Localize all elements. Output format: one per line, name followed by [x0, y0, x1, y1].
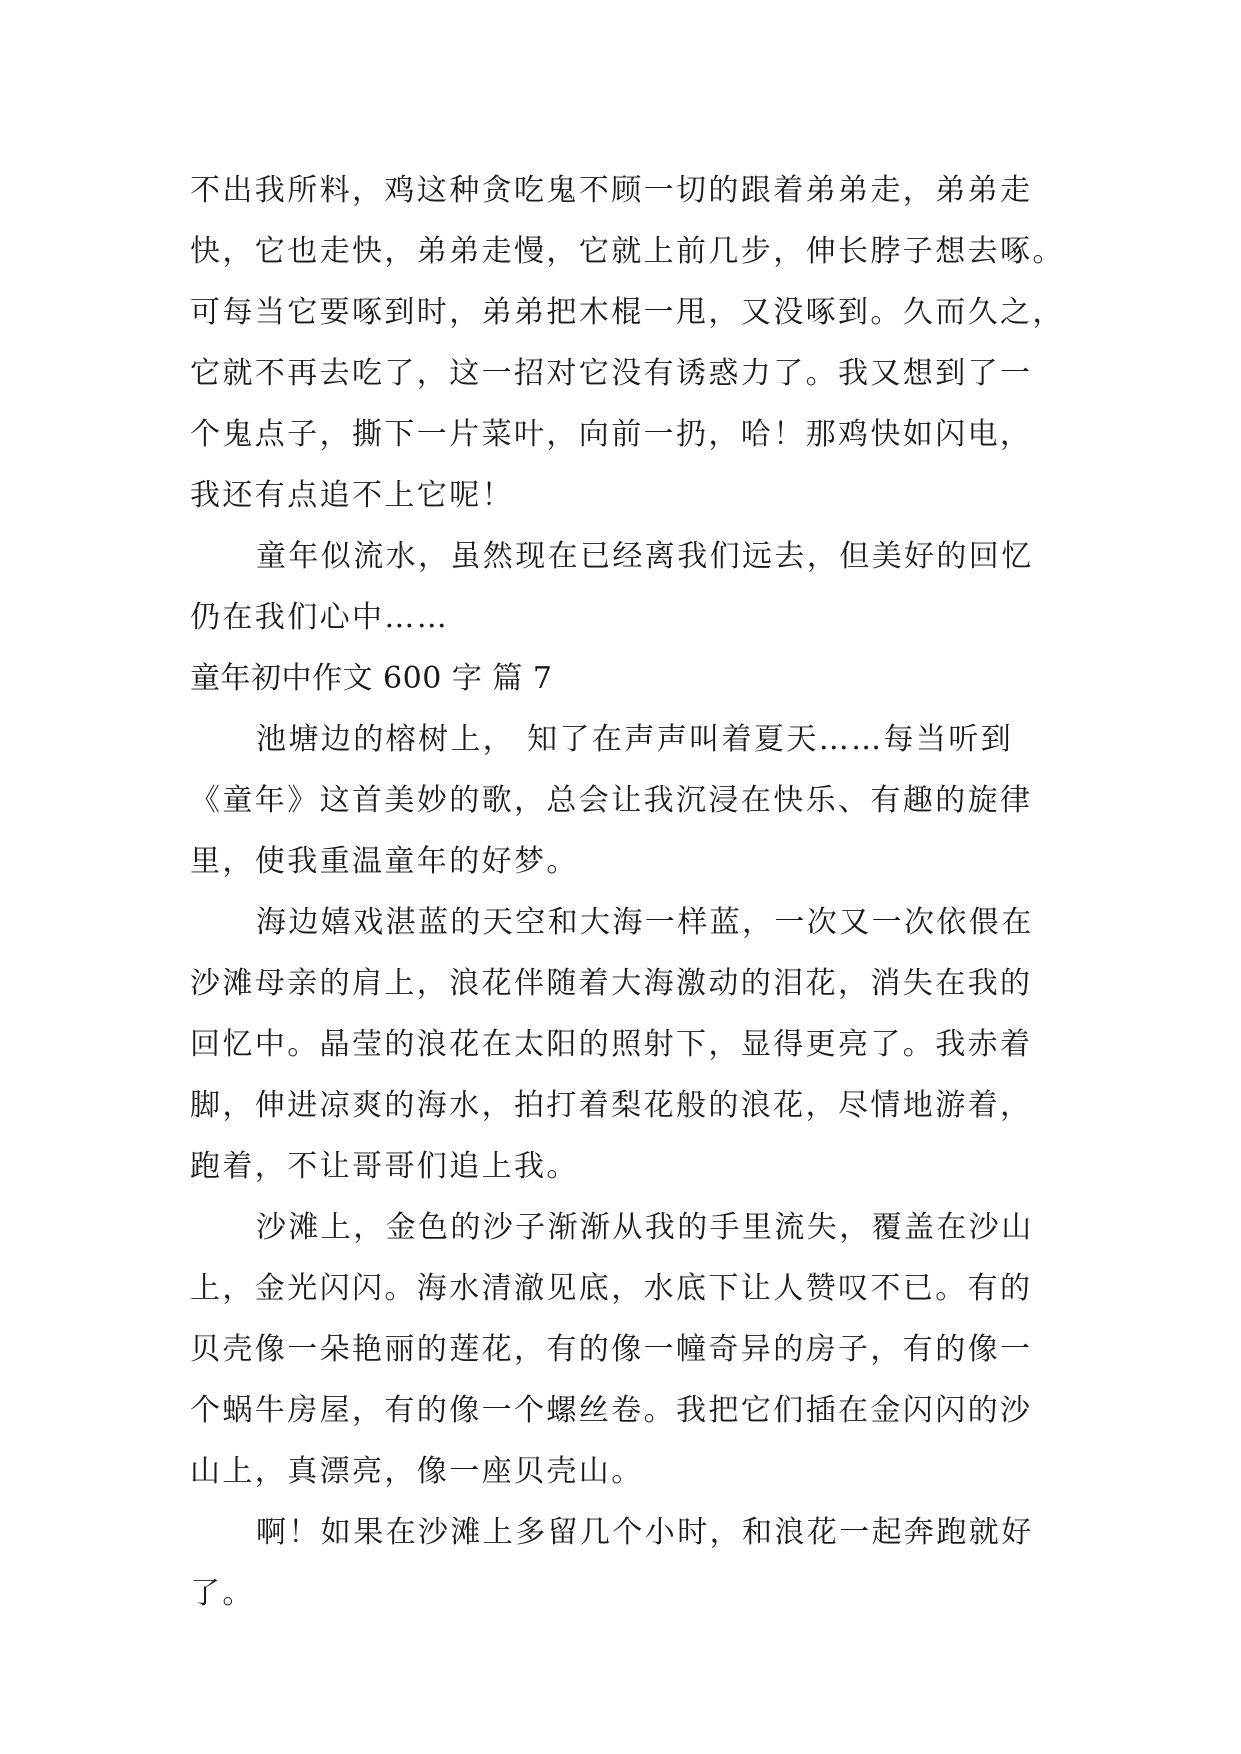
section-heading: 童年初中作文 600 字 篇 7: [190, 661, 553, 696]
text-line: 山上，真漂亮，像一座贝壳山。: [190, 1454, 644, 1489]
text-line: 沙滩上，金色的沙子渐渐从我的手里流失，覆盖在沙山: [256, 1210, 1034, 1245]
text-line: 里，使我重温童年的好梦。: [190, 844, 579, 879]
text-line: 跑着，不让哥哥们追上我。: [190, 1149, 579, 1184]
text-line: 可每当它要啄到时，弟弟把木棍一甩，又没啄到。久而久之，: [190, 295, 1065, 330]
text-line: 上，金光闪闪。海水清澈见底，水底下让人赞叹不已。有的: [190, 1271, 1033, 1306]
text-line: 了。: [190, 1576, 255, 1611]
paragraph-4: [190, 892, 1060, 1197]
paragraph-6: [190, 1502, 1060, 1624]
document-body: [190, 160, 1065, 1624]
paragraph-1: [190, 160, 1065, 526]
text-line: 我还有点追不上它呢！: [190, 478, 514, 513]
text-line: 它就不再去吃了，这一招对它没有诱惑力了。我又想到了一: [190, 356, 1033, 391]
paragraph-5: [190, 1197, 1060, 1502]
text-line: 《童年》这首美妙的歌，总会让我沉浸在快乐、有趣的旋律: [190, 783, 1033, 818]
text-line: 海边嬉戏湛蓝的天空和大海一样蓝，一次又一次依偎在: [256, 905, 1034, 940]
text-line: 个蜗牛房屋，有的像一个螺丝卷。我把它们插在金闪闪的沙: [190, 1393, 1033, 1428]
paragraph-3: [190, 709, 1060, 892]
paragraph-2: [190, 526, 1060, 648]
text-line: 池塘边的榕树上， 知了在声声叫着夏天……每当听到: [256, 722, 1014, 757]
text-line: 脚，伸进凉爽的海水，拍打着梨花般的浪花，尽情地游着，: [190, 1088, 1033, 1123]
text-line: 童年似流水，虽然现在已经离我们远去，但美好的回忆: [256, 539, 1034, 574]
text-line: 回忆中。晶莹的浪花在太阳的照射下，显得更亮了。我赤着: [190, 1027, 1033, 1062]
text-line: 不出我所料，鸡这种贪吃鬼不顾一切的跟着弟弟走，弟弟走: [190, 173, 1033, 208]
text-line: 啊！如果在沙滩上多留几个小时，和浪花一起奔跑就好: [256, 1515, 1034, 1550]
text-line: 个鬼点子，撕下一片菜叶，向前一扔，哈！那鸡快如闪电，: [190, 417, 1033, 452]
text-line: 仍在我们心中……: [190, 600, 450, 635]
text-line: 快，它也走快，弟弟走慢，它就上前几步，伸长脖子想去啄。: [190, 234, 1065, 269]
text-line: 沙滩母亲的肩上，浪花伴随着大海激动的泪花，消失在我的: [190, 966, 1033, 1001]
text-line: 贝壳像一朵艳丽的莲花，有的像一幢奇异的房子，有的像一: [190, 1332, 1033, 1367]
